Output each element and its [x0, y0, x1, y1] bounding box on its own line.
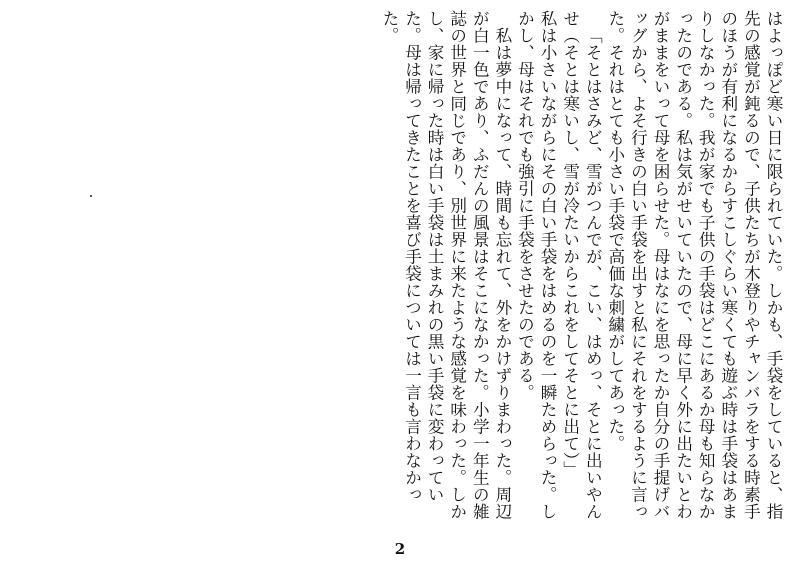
paragraph-2-dialogue: 「そとはさみど、雪がつんでが、こい、はめっ、そとに出いやんせ（そとは寒いし、雪が冷たいからこれをしてそとに出て）」 [560, 10, 603, 520]
paragraph-1: はよっぽど寒い日に限られていた。しかも、手袋をしていると、指先の感覚が鈍るので、子供たちが木登りやチャンバラをする時素手のほうが有利になるからすこしぐらい寒くても遊ぶ時は手袋はあまりしなかった。我が家でも子供の手袋はどこにあるか母も知らなかったのである。私は気がせいていたので、母に早く外に出たいとわがままをいって母を困らせた。母はなにを思ったか自分の手提げバッグから、よそ行きの白い手袋を出すと私にそれをするように言った。それはとても小さい手袋で高価な刺繍がしてあった。 [605, 10, 783, 520]
paragraph-4: 私は夢中になって、時間も忘れて、外をかけずりまわった。周辺が白一色であり、ふだんの風景はそこになかった。小学一年生の雑誌の世界と同じであり、別世界に来たような感覚を味わった。しかし、家に帰った時は白い手袋は土まみれの黒い手袋に変わっていた。母は帰ってきたことを喜び手袋については一言も言わなかった。 [379, 10, 512, 520]
page-number: 2 [394, 540, 406, 558]
paragraph-3: 私は小さいながらにその白い手袋をはめるのを一瞬ためらった。しかし、母はそれでも強引に手袋をさせたのである。 [515, 10, 558, 520]
body-text [377, 10, 784, 530]
scan-speck [90, 195, 92, 197]
